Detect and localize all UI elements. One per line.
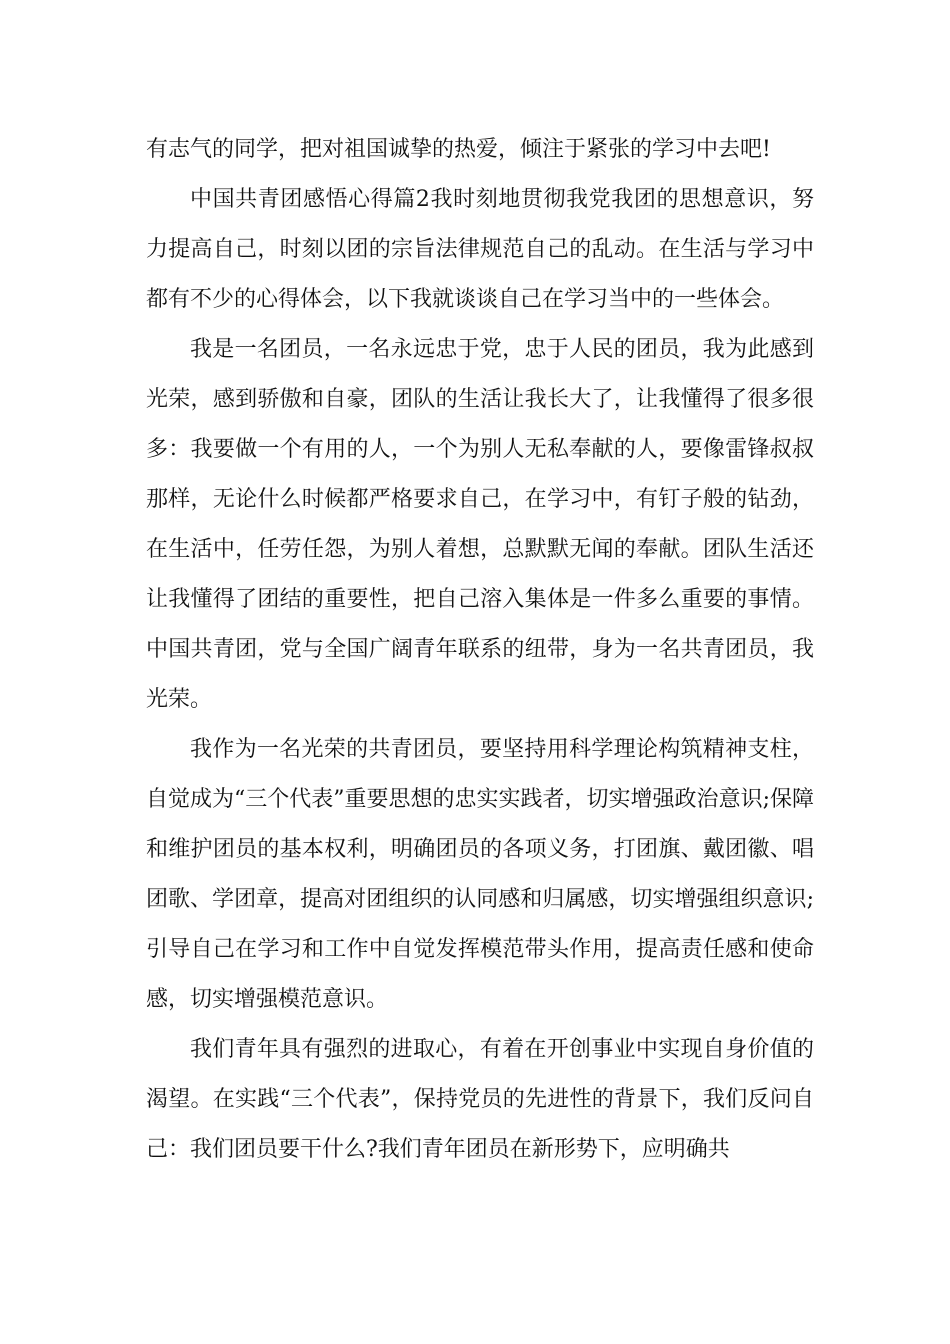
- paragraph: 我作为一名光荣的共青团员，要坚持用科学理论构筑精神支柱，自觉成为“三个代表”重要思想的忠实实践者，切实增强政治意识;保障和维护团员的基本权利，明确团员的各项义务，打团旗、戴团徽、唱团歌、学团章，提高对团组织的认同感和归属感，切实增强组织意识;引导自己在学习和工作中自觉发挥模范带头作用，提高责任感和使命感，切实增强模范意识。: [146, 737, 814, 1012]
- paragraph: 中国共青团感悟心得篇2我时刻地贯彻我党我团的思想意识，努力提高自己，时刻以团的宗旨法律规范自己的乱动。在生活与学习中都有不少的心得体会，以下我就谈谈自己在学习当中的一些体会。: [146, 187, 814, 312]
- document-body: [146, 125, 814, 1175]
- paragraph: 我是一名团员，一名永远忠于党，忠于人民的团员，我为此感到光荣，感到骄傲和自豪，团队的生活让我长大了，让我懂得了很多很多：我要做一个有用的人，一个为别人无私奉献的人，要像雷锋叔叔那样，无论什么时候都严格要求自己，在学习中，有钉子般的钻劲，在生活中，任劳任怨，为别人着想，总默默无闻的奉献。团队生活还让我懂得了团结的重要性，把自己溶入集体是一件多么重要的事情。中国共青团，党与全国广阔青年联系的纽带，身为一名共青团员，我光荣。: [146, 337, 814, 712]
- paragraph: 我们青年具有强烈的进取心，有着在开创事业中实现自身价值的渴望。在实践“三个代表”，保持党员的先进性的背景下，我们反问自己：我们团员要干什么?我们青年团员在新形势下，应明确共: [146, 1037, 814, 1162]
- paragraph: 有志气的同学，把对祖国诚挚的热爱，倾注于紧张的学习中去吧!: [146, 137, 771, 162]
